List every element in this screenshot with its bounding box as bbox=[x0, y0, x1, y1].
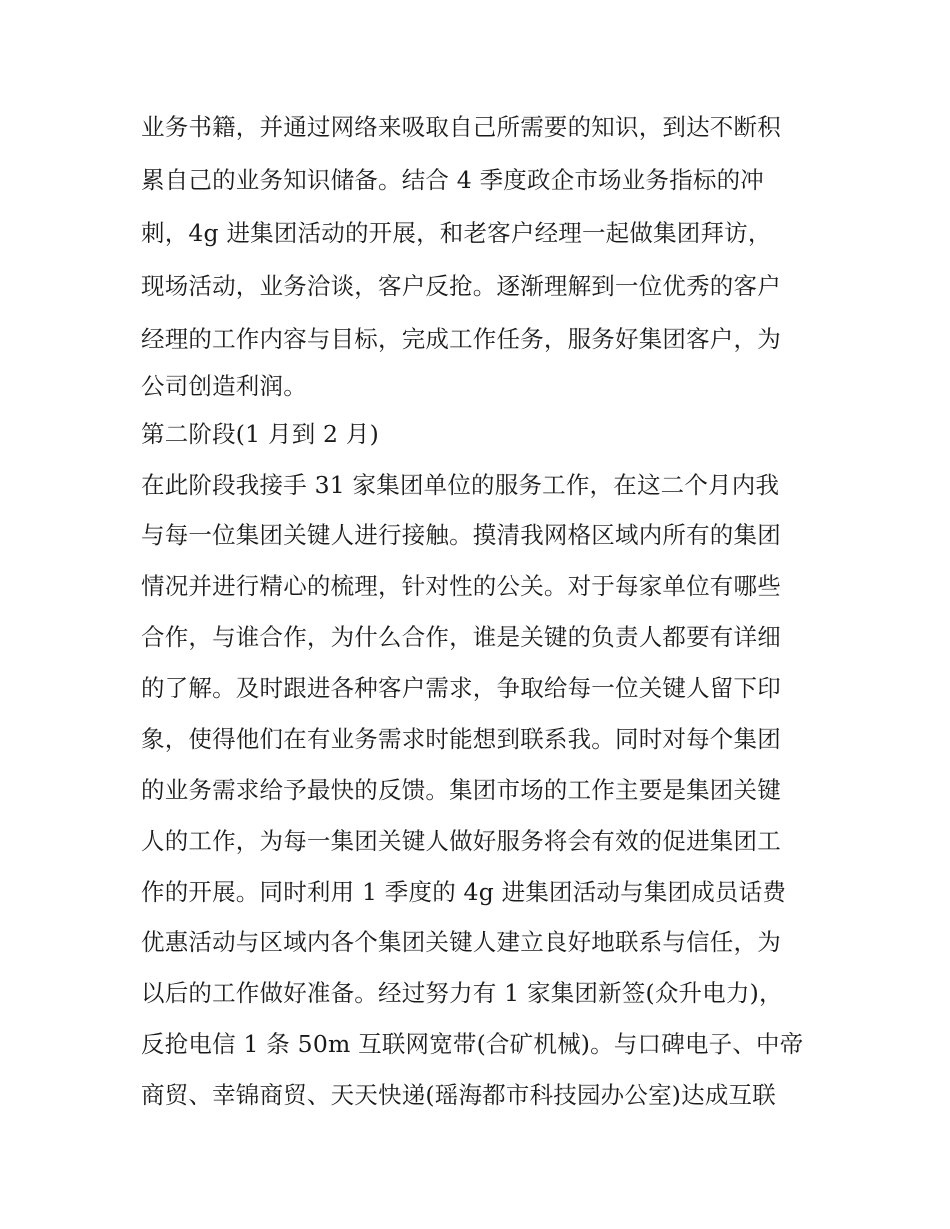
text-line: 累自己的业务知识储备。结合 4 季度政企市场业务指标的冲 bbox=[141, 166, 764, 194]
text-line: 反抢电信 1 条 50m 互联网宽带(合矿机械)。与口碑电子、中帝 bbox=[141, 1030, 804, 1058]
text-line: 人的工作，为每一集团关键人做好服务将会有效的促进集团工 bbox=[141, 827, 781, 855]
text-line: 刺，4g 进集团活动的开展，和老客户经理一起做集团拜访， bbox=[141, 219, 772, 247]
text-line: 经理的工作内容与目标，完成工作任务，服务好集团客户，为 bbox=[141, 325, 781, 353]
text-line: 情况并进行精心的梳理，针对性的公关。对于每家单位有哪些 bbox=[141, 572, 781, 600]
text-line: 现场活动，业务洽谈，客户反抢。逐渐理解到一位优秀的客户 bbox=[141, 272, 781, 300]
text-line: 公司创造利润。 bbox=[141, 372, 307, 400]
text-line: 的了解。及时跟进各种客户需求，争取给每一位关键人留下印 bbox=[141, 674, 781, 702]
text-line: 商贸、幸锦商贸、天天快递(瑶海都市科技园办公室)达成互联 bbox=[141, 1081, 776, 1109]
text-line: 以后的工作做好准备。经过努力有 1 家集团新签(众升电力)， bbox=[141, 979, 783, 1007]
text-line: 优惠活动与区域内各个集团关键人建立良好地联系与信任，为 bbox=[141, 928, 781, 956]
text-line: 在此阶段我接手 31 家集团单位的服务工作，在这二个月内我 bbox=[141, 471, 780, 499]
text-line: 业务书籍，并通过网络来吸取自己所需要的知识，到达不断积 bbox=[141, 113, 781, 141]
text-line: 与每一位集团关键人进行接触。摸清我网格区域内所有的集团 bbox=[141, 521, 781, 549]
text-line: 的业务需求给予最快的反馈。集团市场的工作主要是集团关键 bbox=[141, 776, 781, 804]
text-line: 象，使得他们在有业务需求时能想到联系我。同时对每个集团 bbox=[141, 725, 781, 753]
text-line: 合作，与谁合作，为什么合作，谁是关键的负责人都要有详细 bbox=[141, 623, 781, 651]
section-heading: 第二阶段(1 月到 2 月) bbox=[141, 420, 379, 448]
text-line: 作的开展。同时利用 1 季度的 4g 进集团活动与集团成员话费 bbox=[141, 878, 787, 906]
